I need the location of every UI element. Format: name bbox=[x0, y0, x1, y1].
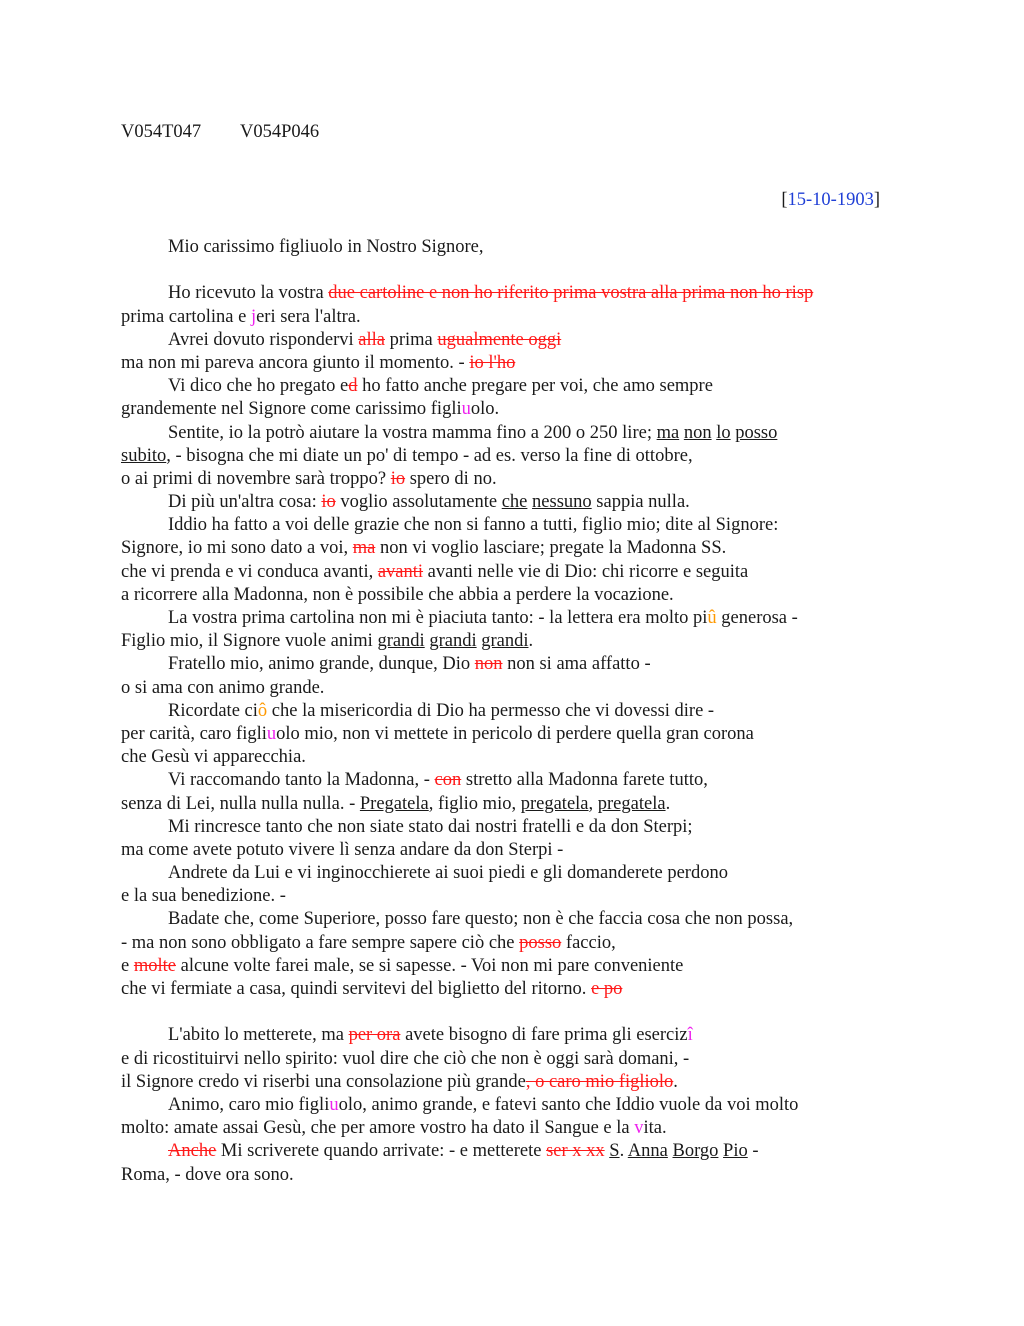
text-run: che vi fermiate a casa, quindi servitevi del biglietto del ritorno. bbox=[121, 979, 592, 999]
underlined-text: grandi bbox=[481, 631, 529, 652]
text-run: . bbox=[528, 631, 534, 652]
deleted-text: io l'ho bbox=[469, 352, 516, 373]
text-run: Avrei dovuto rispondervi bbox=[168, 329, 359, 350]
text-run: . bbox=[673, 1071, 678, 1092]
text-run: che vi prenda e vi conduca avanti, bbox=[121, 561, 378, 582]
text-line bbox=[121, 329, 921, 352]
deleted-text: ma bbox=[352, 538, 376, 559]
text-run: a ricorrere alla Madonna, non è possibile che abbia a perdere la vocazione. bbox=[121, 584, 674, 605]
text-line bbox=[121, 862, 921, 885]
deleted-text: e po bbox=[591, 979, 623, 999]
deleted-text: ugualmente oggi bbox=[437, 329, 562, 350]
text-run: olo, animo grande, e fatevi santo che Iddio vuole da voi molto bbox=[338, 1094, 799, 1115]
text-run: eri sera l'altra. bbox=[256, 306, 361, 327]
text-line bbox=[121, 955, 921, 978]
text-line bbox=[121, 537, 921, 560]
date-value: 15-10-1903 bbox=[787, 190, 874, 210]
corrected-accent: û bbox=[707, 608, 717, 628]
text-line bbox=[121, 653, 921, 676]
text-run: sappia nulla. bbox=[591, 492, 690, 513]
underlined-text: Borgo bbox=[672, 1141, 719, 1162]
text-line bbox=[121, 607, 921, 630]
inserted-text: j bbox=[250, 306, 257, 327]
paragraph-gap bbox=[121, 1001, 921, 1024]
text-run: avete bisogno di fare prima gli eserciz bbox=[400, 1025, 688, 1046]
text-run: Fratello mio, animo grande, dunque, Dio bbox=[168, 654, 475, 675]
deleted-text: due cartoline e non ho riferito prima vostra alla prima non ho risp bbox=[328, 283, 814, 304]
document-id: V054T047 bbox=[121, 122, 202, 142]
deleted-text: con bbox=[434, 770, 462, 791]
text-run: ma non mi pareva ancora giunto il momento. - bbox=[121, 352, 470, 373]
text-run: il Signore credo vi riserbi una consolazione più grande bbox=[121, 1071, 526, 1092]
text-line bbox=[121, 514, 921, 537]
page-id: V054P046 bbox=[240, 122, 320, 142]
text-run: olo. bbox=[470, 399, 500, 420]
text-run: Mi scriverete quando arrivate: - e metterete bbox=[216, 1141, 547, 1162]
text-line bbox=[121, 816, 921, 839]
underlined-text: pregatela bbox=[597, 793, 666, 814]
underlined-text: Pio bbox=[723, 1141, 748, 1162]
text-run: senza di Lei, nulla nulla nulla. - bbox=[121, 793, 360, 814]
text-run: ita. bbox=[643, 1118, 667, 1139]
deleted-text: per ora bbox=[348, 1025, 401, 1046]
text-run: , figlio mio, bbox=[428, 793, 521, 814]
underlined-text: che bbox=[501, 492, 528, 513]
text-line bbox=[121, 978, 921, 1001]
text-run: e la sua benedizione. - bbox=[121, 886, 286, 907]
corrected-accent: ô bbox=[257, 700, 268, 721]
underlined-text: posso bbox=[735, 422, 778, 443]
underlined-text: non bbox=[683, 422, 712, 443]
text-run: Signore, io mi sono dato a voi, bbox=[121, 538, 353, 559]
underlined-text: pregatela bbox=[520, 793, 589, 814]
deleted-text: alla bbox=[358, 329, 385, 350]
text-line bbox=[121, 630, 921, 653]
text-run: che Gesù vi apparecchia. bbox=[121, 747, 306, 768]
text-run: Figlio mio, il Signore vuole animi bbox=[121, 631, 378, 652]
text-line bbox=[121, 700, 921, 723]
text-run: stretto alla Madonna farete tutto, bbox=[461, 770, 708, 791]
text-run: La vostra prima cartolina non mi è piaciuta tanto: - la lettera era molto pi bbox=[168, 608, 708, 628]
text-line bbox=[121, 793, 921, 816]
text-run: non vi voglio lasciare; pregate la Madonna SS. bbox=[375, 538, 727, 559]
text-run: Ricordate ci bbox=[168, 700, 258, 721]
inserted-text: u bbox=[266, 723, 277, 744]
text-run: generosa - bbox=[716, 608, 798, 628]
text-run: L'abito lo metterete, ma bbox=[168, 1025, 349, 1046]
text-run: per carità, caro figli bbox=[121, 723, 267, 744]
text-run: . bbox=[665, 793, 671, 814]
text-line bbox=[121, 422, 921, 445]
deleted-text: io bbox=[390, 468, 406, 489]
text-line bbox=[121, 352, 921, 375]
text-run: non si ama affatto - bbox=[502, 654, 651, 675]
deleted-text: molte bbox=[133, 955, 176, 976]
text-line bbox=[121, 1140, 921, 1163]
text-run: Mio carissimo figliuolo in Nostro Signore, bbox=[168, 237, 484, 257]
text-run: faccio, bbox=[561, 932, 616, 953]
deleted-text: , o caro mio figliolo bbox=[525, 1071, 674, 1092]
text-run: avanti nelle vie di Dio: chi ricorre e seguita bbox=[423, 561, 749, 582]
date-bracket-open: [ bbox=[781, 190, 788, 210]
underlined-text: nessuno bbox=[532, 492, 592, 513]
underlined-text: grandi bbox=[377, 631, 425, 652]
letter-date bbox=[760, 190, 880, 211]
deleted-text: posso bbox=[519, 932, 562, 953]
text-line bbox=[121, 282, 921, 305]
text-run: grandemente nel Signore come carissimo figli bbox=[121, 399, 462, 420]
text-line bbox=[121, 306, 921, 329]
text-line bbox=[121, 1117, 921, 1140]
text-run: ho fatto anche pregare per voi, che amo sempre bbox=[357, 376, 713, 397]
text-run: Ho ricevuto la vostra bbox=[168, 283, 329, 304]
text-run: prima cartolina e bbox=[121, 306, 251, 327]
text-run: spero di no. bbox=[405, 468, 497, 489]
text-run: Vi dico che ho pregato e bbox=[168, 376, 349, 397]
text-run: - bbox=[747, 1141, 759, 1162]
text-run: , - bisogna che mi diate un po' di tempo - ad es. verso la fine di ottobre, bbox=[166, 445, 693, 466]
text-line bbox=[121, 445, 921, 468]
inserted-text: v bbox=[634, 1118, 644, 1139]
underlined-text: grandi bbox=[429, 631, 477, 652]
text-run: molto: amate assai Gesù, che per amore vostro ha dato il Sangue e la bbox=[121, 1118, 635, 1139]
text-line bbox=[121, 1024, 921, 1047]
inserted-text: u bbox=[461, 399, 471, 420]
text-run: Animo, caro mio figli bbox=[168, 1094, 330, 1115]
text-line bbox=[121, 769, 921, 792]
underlined-text: S bbox=[609, 1141, 620, 1162]
text-run: ma come avete potuto vivere lì senza andare da don Sterpi - bbox=[121, 839, 564, 860]
underlined-text: ma bbox=[656, 422, 680, 443]
inserted-text: u bbox=[329, 1094, 339, 1115]
text-run: , bbox=[588, 793, 598, 814]
text-run: Roma, - dove ora sono. bbox=[121, 1164, 294, 1185]
text-line bbox=[121, 908, 921, 931]
deleted-text: Anche bbox=[168, 1141, 217, 1162]
text-line bbox=[121, 677, 921, 700]
text-line bbox=[121, 1094, 921, 1117]
text-line bbox=[121, 1164, 921, 1187]
deleted-text: avanti bbox=[377, 561, 424, 582]
text-run: e bbox=[121, 955, 134, 976]
text-run: o ai primi di novembre sarà troppo? bbox=[121, 468, 391, 489]
date-bracket-close: ] bbox=[873, 190, 880, 210]
text-run: che la misericordia di Dio ha permesso che vi dovessi dire - bbox=[267, 700, 715, 721]
deleted-text: ser x xx bbox=[546, 1141, 605, 1162]
text-line bbox=[121, 932, 921, 955]
text-run: voglio assolutamente bbox=[335, 492, 502, 513]
text-run: olo mio, non vi mettete in pericolo di perdere quella gran corona bbox=[276, 723, 754, 744]
text-run: Iddio ha fatto a voi delle grazie che non si fanno a tutti, figlio mio; dite al Signore: bbox=[168, 515, 779, 536]
text-run: alcune volte farei male, se si sapesse. - Voi non mi pare conveniente bbox=[175, 955, 684, 976]
underlined-text: Pregatela bbox=[359, 793, 429, 814]
text-line bbox=[121, 1071, 921, 1094]
paragraph-gap bbox=[121, 259, 921, 282]
text-line bbox=[121, 723, 921, 746]
text-run: Badate che, come Superiore, posso fare questo; non è che faccia cosa che non possa, bbox=[168, 909, 794, 930]
text-run: Vi raccomando tanto la Madonna, - bbox=[168, 770, 435, 791]
text-line bbox=[121, 491, 921, 514]
text-run: . bbox=[619, 1141, 628, 1162]
text-run: Di più un'altra cosa: bbox=[168, 492, 322, 513]
text-line bbox=[121, 468, 921, 491]
text-line bbox=[121, 561, 921, 584]
underlined-text: lo bbox=[716, 422, 731, 443]
text-run: prima bbox=[384, 329, 438, 350]
deleted-text: io bbox=[321, 492, 336, 513]
underlined-text: Anna bbox=[627, 1141, 668, 1162]
text-run: Sentite, io la potrò aiutare la vostra mamma fino a 200 o 250 lire; bbox=[168, 422, 657, 443]
deleted-text: non bbox=[474, 654, 503, 675]
text-line bbox=[121, 236, 921, 259]
text-line bbox=[121, 885, 921, 908]
text-run: o si ama con animo grande. bbox=[121, 677, 325, 698]
text-line bbox=[121, 375, 921, 398]
inserted-text: î bbox=[687, 1025, 693, 1046]
underlined-text: subito bbox=[121, 445, 167, 466]
text-run: Mi rincresce tanto che non siate stato dai nostri fratelli e da don Sterpi; bbox=[168, 816, 693, 837]
text-run: Andrete da Lui e vi inginocchierete ai suoi piedi e gli domanderete perdono bbox=[168, 863, 728, 884]
text-line bbox=[121, 746, 921, 769]
text-run: e di ricostituirvi nello spirito: vuol dire che ciò che non è oggi sarà domani, - bbox=[121, 1048, 690, 1069]
text-line bbox=[121, 398, 921, 421]
text-line bbox=[121, 584, 921, 607]
letter-body bbox=[121, 236, 921, 1187]
text-run: - ma non sono obbligato a fare sempre sapere ciò che bbox=[121, 932, 520, 953]
deleted-text: d bbox=[348, 376, 358, 397]
text-line bbox=[121, 839, 921, 862]
text-line bbox=[121, 1048, 921, 1071]
